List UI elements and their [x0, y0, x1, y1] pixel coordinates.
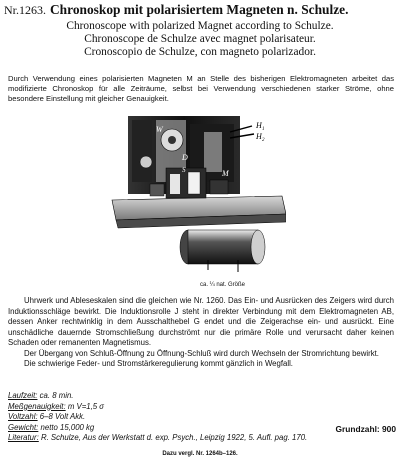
label-d: D [182, 153, 188, 162]
spec-value: m V=1,5 σ [67, 401, 104, 411]
label-m: M [222, 169, 229, 178]
description-body [8, 296, 394, 370]
spec-value: 6–8 Volt Akk. [39, 412, 86, 422]
spec-label: Literatur: [8, 433, 39, 443]
spec-row [8, 402, 394, 413]
page-title [4, 2, 398, 18]
label-h2-sub: 2 [262, 138, 265, 143]
base-number: Grundzahl: 900 [335, 424, 396, 434]
figure-caption: ca. ¼ nat. Größe [200, 282, 246, 288]
catalog-number: Nr.1263. [4, 3, 46, 17]
product-title: Chronoskop mit polarisiertem Magneten n. Schulze. [50, 2, 349, 17]
spec-label: Laufzeit: [8, 391, 38, 400]
cross-reference: Dazu vergl. Nr. 1264b–126. [162, 451, 238, 457]
title-french: Chronoscope de Schulze avec magnet polarisateur. [84, 33, 316, 45]
coil-end-right [251, 230, 265, 264]
spec-label: Gewicht: [8, 422, 39, 432]
specifications [8, 391, 394, 444]
title-english: Chronoscope with polarized Magnet according to Schulze. [66, 20, 334, 32]
spec-value: R. Schulze, Aus der Werkstatt d. exp. Psych., Leipzig 1922, 5. Aufl. pag. 170. [40, 433, 308, 443]
spec-row [8, 412, 394, 423]
label-s: S [182, 166, 186, 174]
induction-coil [188, 230, 258, 264]
label-h1: H [256, 121, 262, 130]
chronoscope-illustration [110, 110, 286, 278]
spec-label: Voltzahl: [8, 412, 38, 422]
label-h2: H [256, 132, 262, 141]
spec-row [8, 391, 394, 402]
description-paragraph: Der Übergang von Schluß-Öffnung zu Öffnung-Schluß wird durch Wechseln der Stromrichtung bewirkt. [24, 348, 379, 358]
label-w: W [156, 125, 163, 134]
description-paragraph: Die schwierige Feder- und Stromstärkeregulierung kommt gänzlich in Wegfall. [24, 359, 293, 368]
label-h1-sub: 1 [262, 127, 265, 132]
spec-row [8, 433, 394, 444]
spec-value: ca. 8 min. [39, 391, 74, 400]
description-paragraph: Uhrwerk und Ableseskalen sind die gleichen wie Nr. 1260. Das Ein- und Ausrücken des Zeigers wird durch Induktionsschläge bewirkt. Die Induktionsrolle J steht in direkter Verbindung mit dem Elektromagneten AB, dessen Anker rechtwinklig in dem Ausschalthebel G endet und die Zeigerachse ein- und ausrückt. Eine unschädliche dauernde Stromschließung durchströmt nur die primäre Rolle und verursacht daher keinen Schaden oder remanenten Magnetismus. [8, 296, 394, 347]
title-spanish: Cronoscopio de Schulze, con magneto polarizador. [84, 46, 316, 58]
intro-paragraph: Durch Verwendung eines polarisierten Magneten M an Stelle des bisherigen Elektromagneten arbeitet das modifizierte Chronoskop für alle Zeiträume, selbst bei Verwendung verschiedenen starker Ströme, ohne besondere Einstellung mit gleicher Genauigkeit. [8, 74, 394, 103]
spec-value: netto 15,000 kg [40, 422, 95, 432]
translated-titles [0, 20, 400, 59]
spec-label: Meßgenauigkeit: [8, 401, 66, 411]
